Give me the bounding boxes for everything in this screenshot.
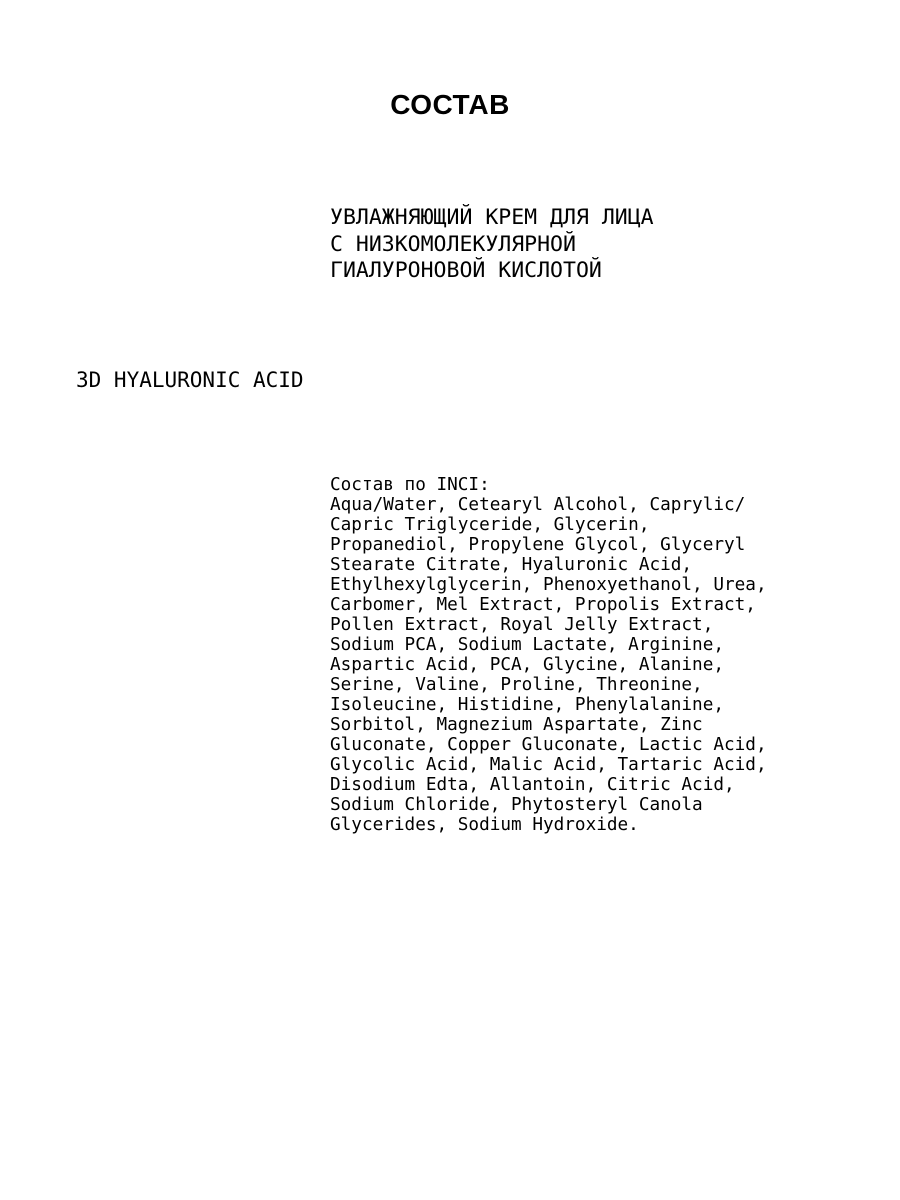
inci-line: Glycolic Acid, Malic Acid, Tartaric Acid, (330, 755, 767, 775)
inci-line: Carbomer, Mel Extract, Propolis Extract, (330, 595, 756, 615)
inci-line: Ethylhexylglycerin, Phenoxyethanol, Urea, (330, 575, 767, 595)
inci-line: Capric Triglyceride, Glycerin, (330, 515, 650, 535)
inci-label: Состав по INCI: (330, 475, 490, 495)
inci-line: Pollen Extract, Royal Jelly Extract, (330, 615, 714, 635)
inci-line: Sodium PCA, Sodium Lactate, Arginine, (330, 635, 725, 655)
inci-line: Propanediol, Propylene Glycol, Glyceryl (330, 535, 746, 555)
inci-line: Aspartic Acid, PCA, Glycine, Alanine, (330, 655, 725, 675)
inci-ingredients (330, 475, 870, 835)
inci-line: Aqua/Water, Cetearyl Alcohol, Caprylic/ (330, 495, 746, 515)
inci-line: Stearate Citrate, Hyaluronic Acid, (330, 555, 693, 575)
page-heading: СОСТАВ (390, 89, 510, 120)
product-title (330, 205, 850, 285)
inci-line: Isoleucine, Histidine, Phenylalanine, (330, 695, 725, 715)
product-title-line: ГИАЛУРОНОВОЙ КИСЛОТОЙ (330, 258, 602, 283)
product-line-name: 3D HYALURONIC ACID (76, 368, 304, 392)
product-title-line: С НИЗКОМОЛЕКУЛЯРНОЙ (330, 231, 576, 257)
inci-line: Serine, Valine, Proline, Threonine, (330, 675, 703, 695)
inci-line: Gluconate, Copper Gluconate, Lactic Acid, (330, 735, 767, 755)
inci-line: Glycerides, Sodium Hydroxide. (330, 815, 639, 835)
inci-line: Sodium Chloride, Phytosteryl Canola (330, 795, 703, 815)
product-title-line: УВЛАЖНЯЮЩИЙ КРЕМ ДЛЯ ЛИЦА (330, 205, 654, 230)
inci-line: Sorbitol, Magnezium Aspartate, Zinc (330, 715, 703, 735)
inci-line: Disodium Edta, Allantoin, Citric Acid, (330, 775, 735, 795)
